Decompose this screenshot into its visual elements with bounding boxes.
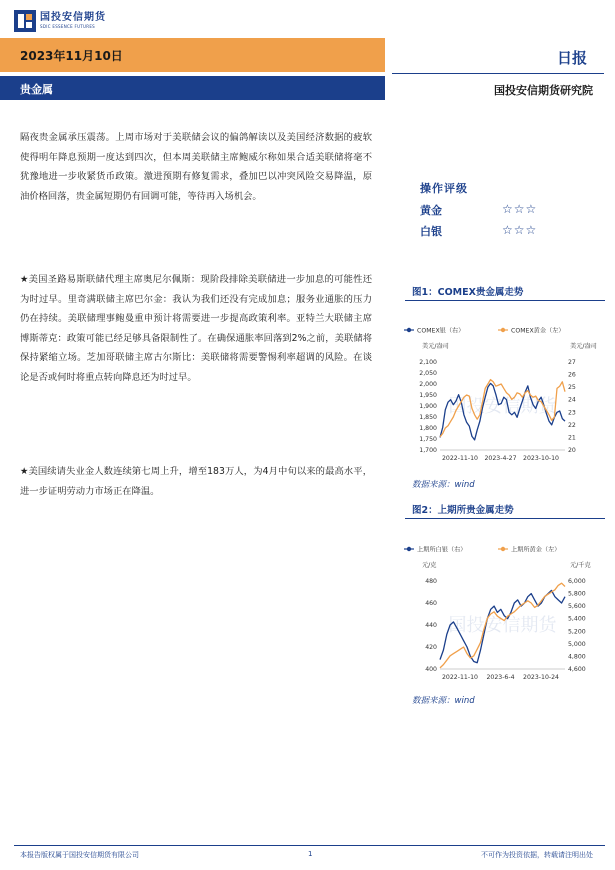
right-tick-label: 23 <box>568 409 576 417</box>
report-category: 贵金属 <box>20 83 53 96</box>
legend-label: 上期所白银（右） <box>417 546 467 554</box>
x-tick-label: 2022-11-10 <box>442 455 478 462</box>
institute-name: 国投安信期货研究院 <box>494 84 593 97</box>
x-tick-label: 2023-10-10 <box>523 455 559 462</box>
x-tick-label: 2023-4-27 <box>484 455 517 462</box>
footer-divider <box>14 845 605 846</box>
right-axis-unit: 元/千克 <box>570 562 591 569</box>
left-tick-label: 1,900 <box>419 403 437 410</box>
legend-swatch-marker <box>407 328 411 332</box>
right-tick-label: 5,000 <box>568 640 586 648</box>
left-tick-label: 1,700 <box>419 447 437 454</box>
x-tick-label: 2022-11-10 <box>442 674 478 681</box>
rating-row-gold <box>420 202 538 218</box>
right-tick-label: 27 <box>568 359 576 366</box>
rating-title: 操作评级 <box>420 182 468 195</box>
left-tick-label: 420 <box>425 644 437 651</box>
legend-label: 上期所黄金（左） <box>511 546 561 554</box>
legend-label: COMEX银（右） <box>417 327 465 335</box>
footer-disclaimer: 不可作为投资依据，转载请注明出处 <box>481 851 593 859</box>
header-divider <box>392 73 604 74</box>
footer-copyright: 本报告版权属于国投安信期货有限公司 <box>20 851 139 859</box>
right-tick-label: 4,600 <box>568 666 586 673</box>
body-paragraph-jobless-claims: ★美国续请失业金人数连续第七周上升，增至183万人，为4月中旬以来的最高水平，进一步证明劳动力市场正在降温。 <box>20 466 372 497</box>
left-tick-label: 400 <box>425 666 437 673</box>
company-logo <box>14 8 106 34</box>
watermark-text: 国投安信期货 <box>448 615 557 636</box>
right-tick-label: 26 <box>568 371 576 379</box>
right-tick-label: 22 <box>568 421 576 429</box>
body-paragraph-summary: 隔夜贵金属承压震荡。上周市场对于美联储会议的偏鸽解读以及美国经济数据的疲软使得明年降息预期一度达到四次，但本周美联储主席鲍威尔称如果合适美联储将毫不犹豫地进一步收紧货币政策。激进预期有修复需求，叠加巴以冲突风险交易降温，原油价格回落，贵金属短期仍有回调可能，等待再入场机会。 <box>20 132 372 202</box>
rating-stars-icon: ☆☆☆ <box>502 223 538 237</box>
logo-cn: 国投安信期货 <box>40 12 106 23</box>
category-band <box>0 76 385 100</box>
figure2-source: 数据来源：wind <box>412 696 475 706</box>
rating-name: 白银 <box>420 225 442 238</box>
right-tick-label: 5,600 <box>568 603 586 611</box>
right-tick-label: 25 <box>568 384 576 392</box>
legend-label: COMEX黄金（左） <box>511 327 565 335</box>
right-tick-label: 21 <box>568 434 576 442</box>
left-tick-label: 2,000 <box>419 381 437 388</box>
left-tick-label: 480 <box>425 578 437 585</box>
left-tick-label: 460 <box>425 600 437 607</box>
right-tick-label: 5,200 <box>568 628 586 636</box>
left-tick-label: 1,800 <box>419 425 437 432</box>
left-axis-unit: 美元/盎司 <box>422 343 449 350</box>
right-tick-label: 4,800 <box>568 653 586 661</box>
left-tick-label: 1,850 <box>419 414 437 421</box>
left-tick-label: 1,950 <box>419 392 437 399</box>
rating-row-silver <box>420 223 538 239</box>
report-date: 2023年11月10日 <box>20 49 123 63</box>
figure1-title: 图1：COMEX贵金属走势 <box>412 287 524 298</box>
shfe-chart <box>400 537 605 687</box>
rating-name: 黄金 <box>420 204 442 217</box>
left-tick-label: 2,050 <box>419 370 437 377</box>
figure1-divider <box>405 300 605 301</box>
right-tick-label: 24 <box>568 396 576 404</box>
right-tick-label: 20 <box>568 447 576 454</box>
watermark-text: 国投安信期货 <box>448 396 557 417</box>
left-tick-label: 2,100 <box>419 359 437 366</box>
left-tick-label: 440 <box>425 622 437 629</box>
figure1-source: 数据来源：wind <box>412 480 475 490</box>
logo-text <box>40 12 106 30</box>
legend-swatch-marker <box>407 547 411 551</box>
figure2-divider <box>405 518 605 519</box>
right-tick-label: 5,400 <box>568 615 586 623</box>
right-tick-label: 6,000 <box>568 578 586 585</box>
logo-mark-icon <box>14 10 36 32</box>
legend-swatch-marker <box>501 328 505 332</box>
left-axis-unit: 元/克 <box>422 562 437 569</box>
figure2-title: 图2：上期所贵金属走势 <box>412 505 514 516</box>
x-tick-label: 2023-10-24 <box>523 674 559 681</box>
page-number: 1 <box>308 850 313 858</box>
report-type: 日报 <box>556 49 587 67</box>
rating-stars-icon: ☆☆☆ <box>502 202 538 216</box>
legend-swatch-marker <box>501 547 505 551</box>
right-tick-label: 5,800 <box>568 590 586 598</box>
x-tick-label: 2023-6-4 <box>486 674 515 681</box>
left-tick-label: 1,750 <box>419 436 437 443</box>
logo-en: SDIC ESSENCE FUTURES <box>40 24 96 29</box>
body-paragraph-fed-speakers: ★美国圣路易斯联储代理主席奥尼尔佩斯：现阶段排除美联储进一步加息的可能性还为时过早。里奇满联储主席巴尔金：我认为我们还没有完成加息；服务业通胀的压力仍在持续。美联储理事鲍曼重申预计将需要进一步提高政策利率。亚特兰大联储主席博斯蒂克：政策可能已经足够具备限制性了。在确保通胀率回落到2%之前，美联储将保持紧缩立场。芝加哥联储主席古尔斯比：美联储将需要警惕利率超调的风险。在谈论是否或何时将重点转向降息还为时过早。 <box>20 274 372 383</box>
right-axis-unit: 美元/盎司 <box>570 343 597 350</box>
comex-chart <box>400 318 605 468</box>
